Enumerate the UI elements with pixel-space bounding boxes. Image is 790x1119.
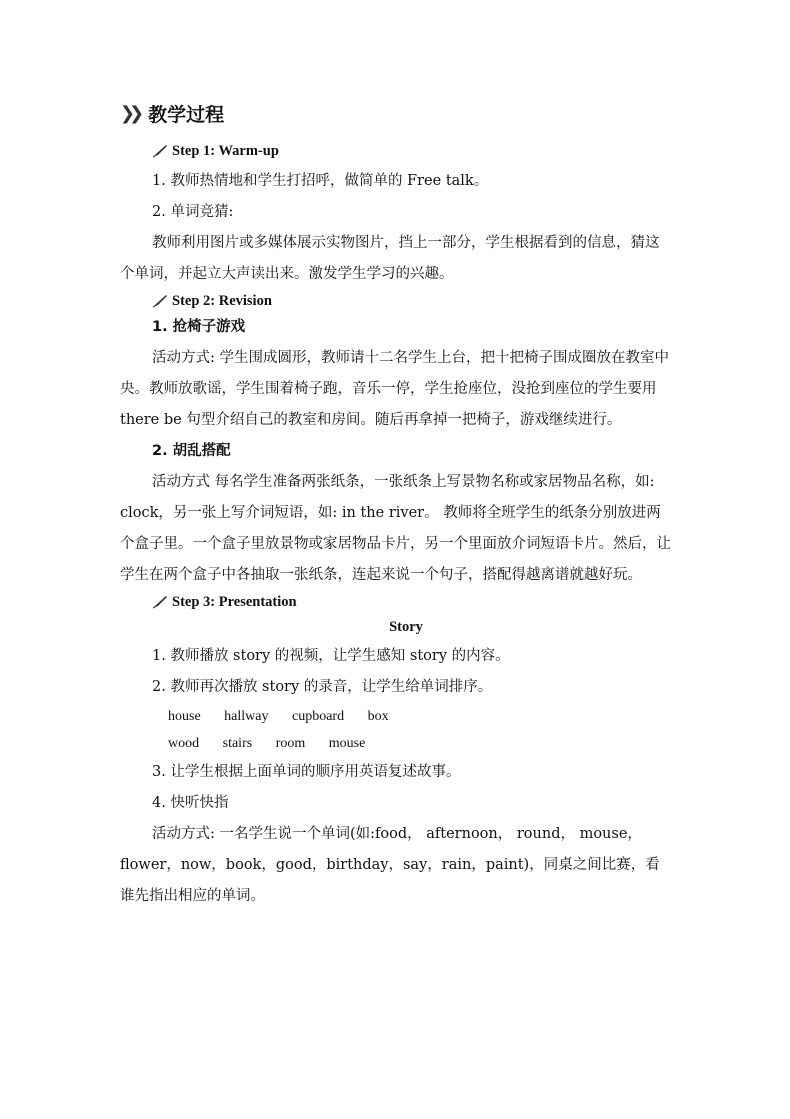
game-2-title: 2. 胡乱搭配 <box>152 443 231 459</box>
step-2-heading <box>152 290 672 312</box>
step-1-label: Step 1: Warm-up <box>172 142 279 159</box>
step-3-heading <box>152 591 672 613</box>
game-2-text: 活动方式 每名学生准备两张纸条，一张纸条上写景物名称或家居物品名称，如: clock，另一张上写介词短语，如: in the river。 教师将全班学生的纸条分别放进两个盒子里。一个盒子里放景物或家居物品卡片，另一个里面放介词短语卡片。然后，让学生在两个盒子中各抽取一张纸条，连起来说一个句子，搭配得越离谱就越好玩。 <box>120 474 671 583</box>
word: cupboard <box>292 709 345 724</box>
word-row-2 <box>120 730 672 757</box>
word: wood <box>168 736 200 751</box>
word: box <box>367 709 389 724</box>
step3-item-4: 4. 快听快指 <box>152 795 229 811</box>
word: room <box>275 736 306 751</box>
game-1-text: 活动方式: 学生围成圆形，教师请十二名学生上台，把十把椅子围成圈放在教室中央。教师放歌谣，学生围着椅子跑，音乐一停，学生抢座位，没抢到座位的学生要用 there be 句型介绍自己的教室和房间。随后再拿掉一把椅子，游戏继续进行。 <box>120 350 669 428</box>
pen-icon <box>152 294 168 308</box>
word: stairs <box>222 736 253 751</box>
step-2-label: Step 2: Revision <box>172 292 272 309</box>
section-title-text: 教学过程 <box>148 103 225 126</box>
step1-paragraph: 教师利用图片或多媒体展示实物图片，挡上一部分，学生根据看到的信息，猜这个单词，并起立大声读出来。激发学生学习的兴趣。 <box>120 235 660 282</box>
pen-icon <box>152 595 168 609</box>
step-1-heading <box>152 140 672 162</box>
section-title <box>120 98 672 128</box>
document-body <box>120 98 672 912</box>
word: hallway <box>224 709 269 724</box>
story-heading: Story <box>389 619 423 635</box>
step-3-label: Step 3: Presentation <box>172 593 297 610</box>
step3-item-3: 3. 让学生根据上面单词的顺序用英语复述故事。 <box>152 764 461 780</box>
step3-item-1: 1. 教师播放 story 的视频，让学生感知 story 的内容。 <box>152 648 510 664</box>
step1-item-2: 2. 单词竞猜: <box>152 204 234 220</box>
word-row-1 <box>120 703 672 730</box>
word: mouse <box>328 736 366 751</box>
step3-paragraph: 活动方式: 一名学生说一个单词(如:food， afternoon， round， mouse， flower，now，book，good，birthday，say，rain，paint)，同桌之间比赛，看谁先指出相应的单词。 <box>120 826 660 904</box>
pen-icon <box>152 144 168 158</box>
word: house <box>168 709 201 724</box>
double-chevron-icon: ❯❯ <box>120 102 139 124</box>
step3-item-2: 2. 教师再次播放 story 的录音，让学生给单词排序。 <box>152 679 493 695</box>
game-1-title: 1. 抢椅子游戏 <box>152 319 246 335</box>
step1-item-1: 1. 教师热情地和学生打招呼，做简单的 Free talk。 <box>152 173 489 189</box>
